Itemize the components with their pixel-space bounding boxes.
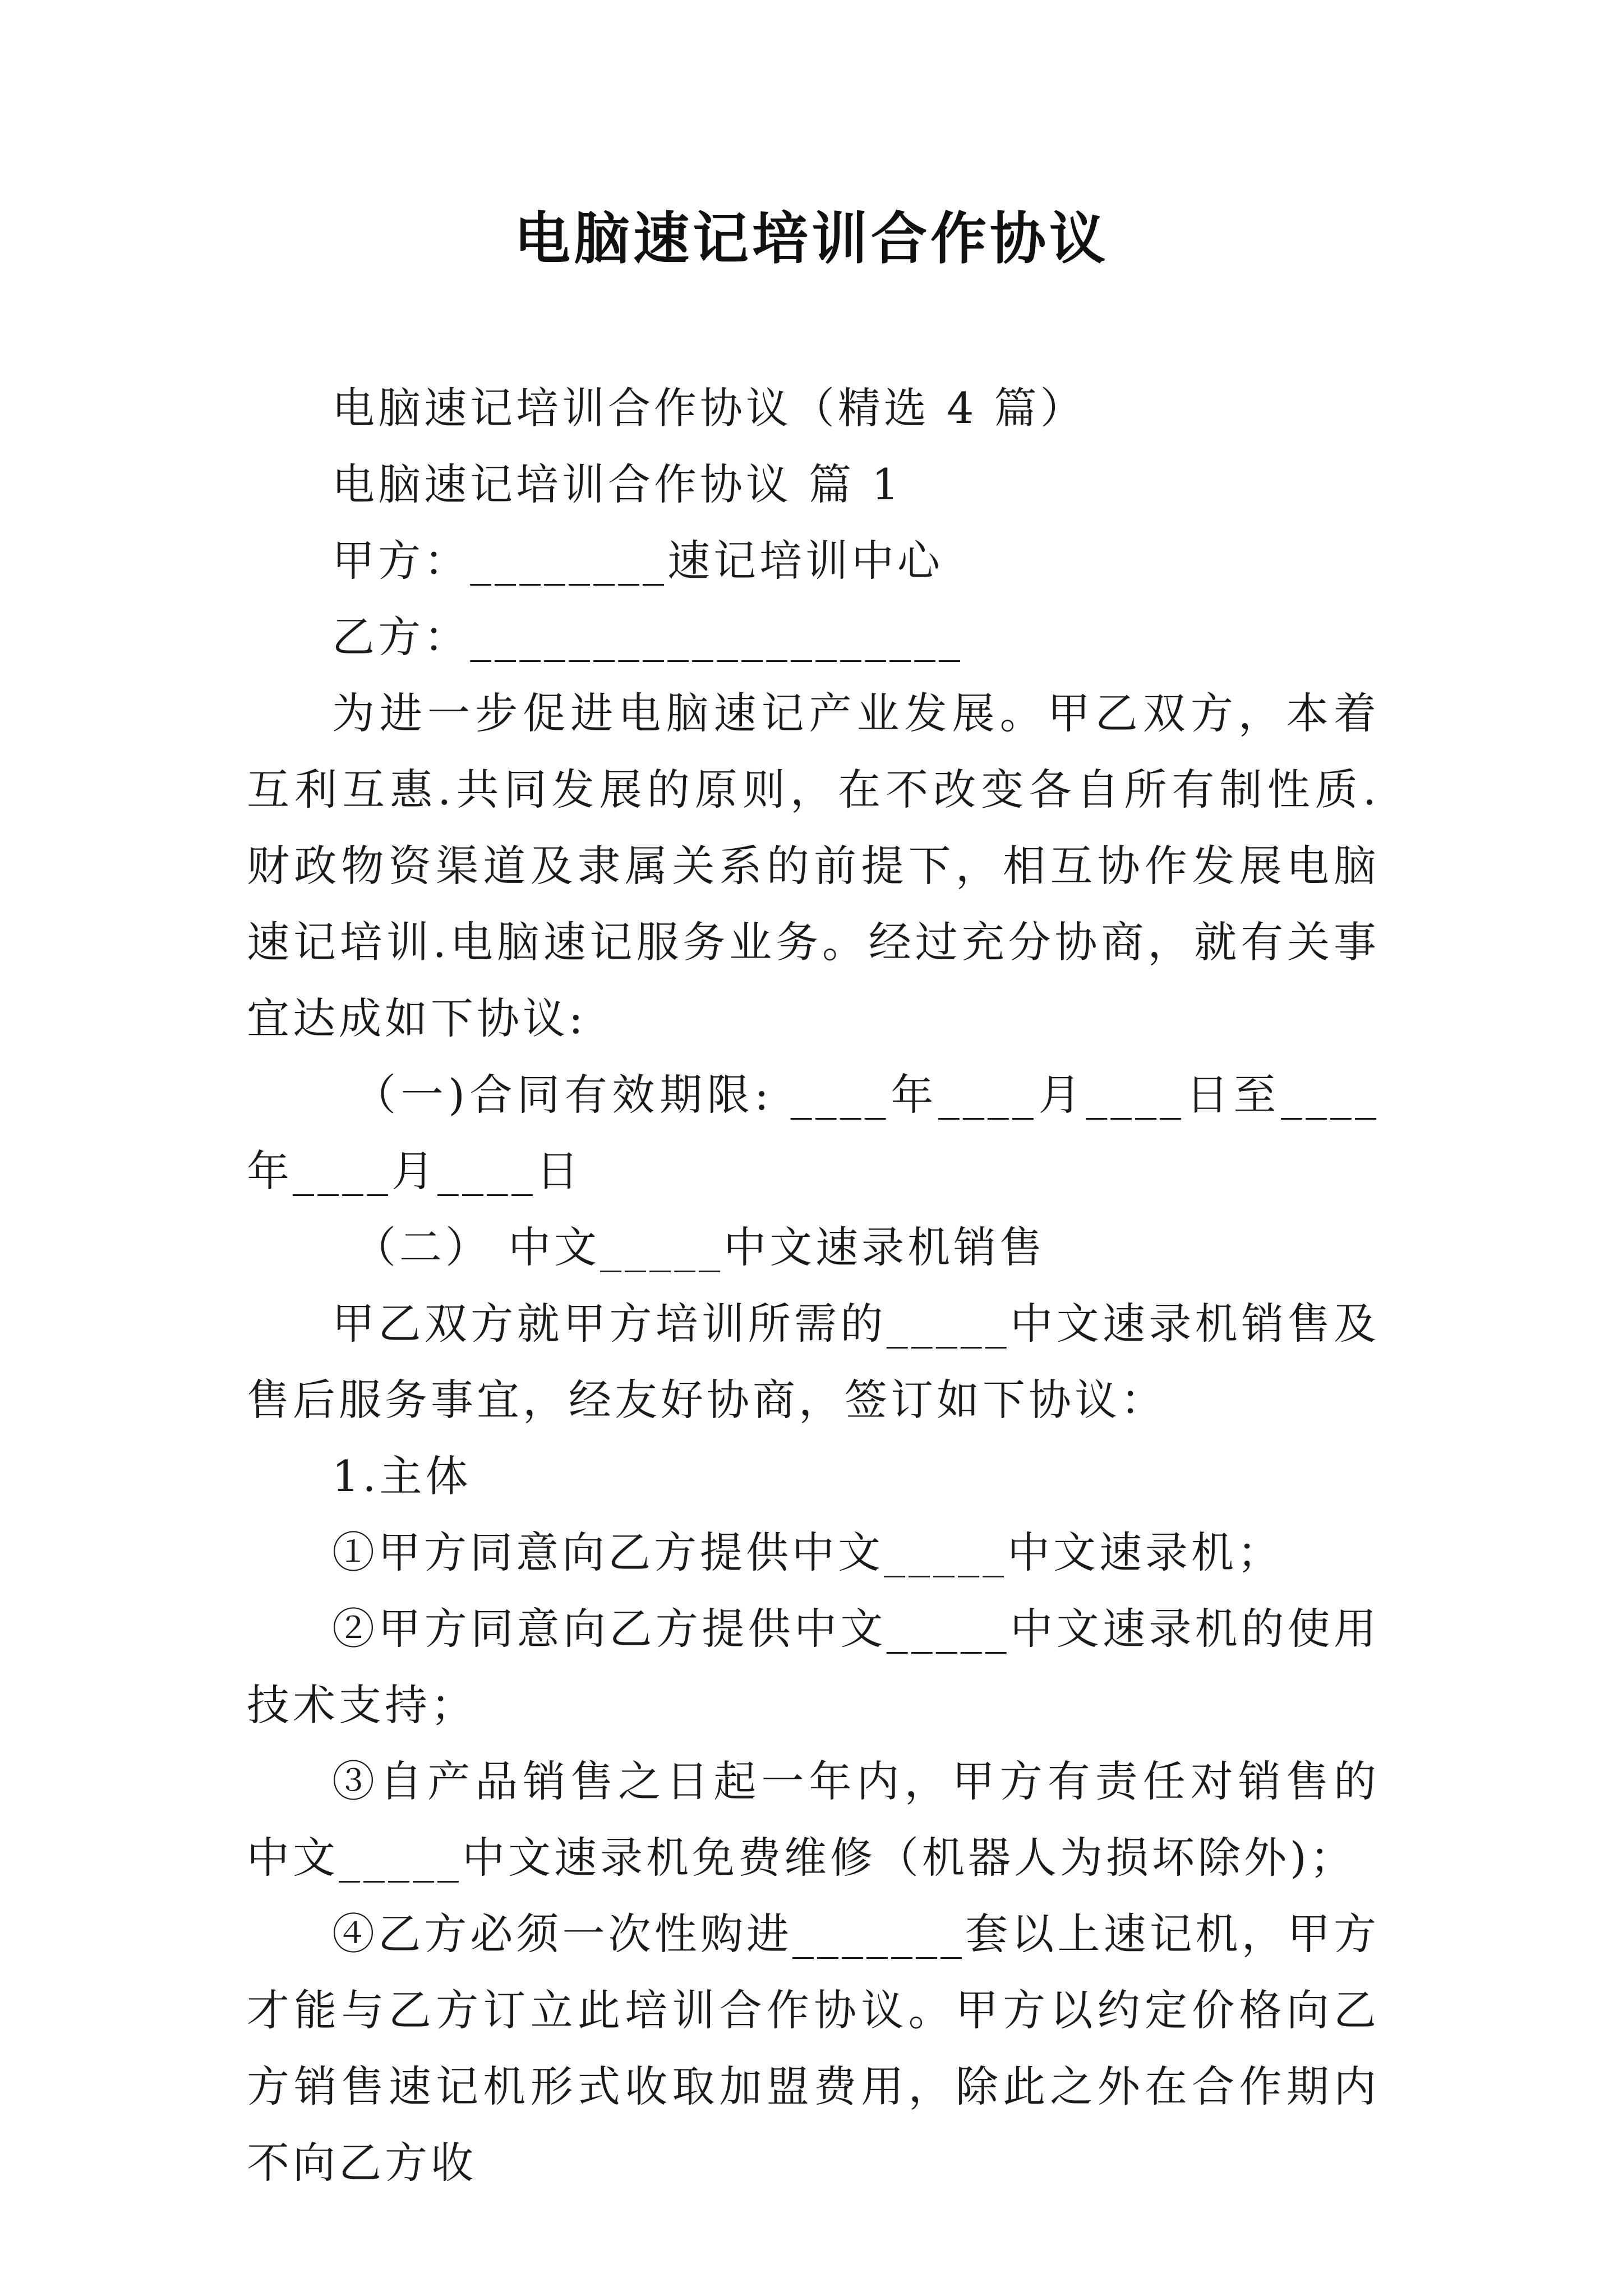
paragraph-item-2: ②甲方同意向乙方提供中文_____中文速录机的使用技术支持； bbox=[247, 1604, 1380, 1730]
paragraph-party-a: 甲方：________速记培训中心 bbox=[332, 536, 943, 586]
document-body bbox=[247, 370, 1380, 2201]
paragraph-section-1: 1.主体 bbox=[332, 1451, 472, 1501]
paragraph-item-4: ④乙方必须一次性购进_______套以上速记机，甲方才能与乙方订立此培训合作协议。甲方以约定价格向乙方销售速记机形式收取加盟费用，除此之外在合作期内不向乙方收 bbox=[247, 1909, 1380, 2188]
paragraph-sales-heading: （二） 中文_____中文速录机销售 bbox=[353, 1222, 1046, 1272]
paragraph-subtitle: 电脑速记培训合作协议（精选 4 篇） bbox=[332, 383, 1086, 433]
paragraph-term: （一)合同有效期限: ____年____月____日至____年____月____日 bbox=[247, 1070, 1380, 1196]
paragraph-party-b: 乙方：____________________ bbox=[332, 612, 963, 662]
paragraph-sales-intro: 甲乙双方就甲方培训所需的_____中文速录机销售及售后服务事宜，经友好协商，签订如下协议： bbox=[247, 1299, 1380, 1425]
paragraph-item-3: ③自产品销售之日起一年内，甲方有责任对销售的中文_____中文速录机免费维修（机器人为损坏除外)； bbox=[247, 1756, 1380, 1883]
paragraph-item-1: ①甲方同意向乙方提供中文_____中文速录机； bbox=[332, 1527, 1283, 1577]
paragraph-heading: 电脑速记培训合作协议 篇 1 bbox=[332, 459, 902, 509]
document-title: 电脑速记培训合作协议 bbox=[514, 205, 1109, 272]
paragraph-preamble: 为进一步促进电脑速记产业发展。甲乙双方，本着互利互惠.共同发展的原则，在不改变各自所有制性质.财政物资渠道及隶属关系的前提下，相互协作发展电脑速记培训.电脑速记服务业务。经过充分协商，就有关事宜达成如下协议: bbox=[247, 688, 1380, 1043]
